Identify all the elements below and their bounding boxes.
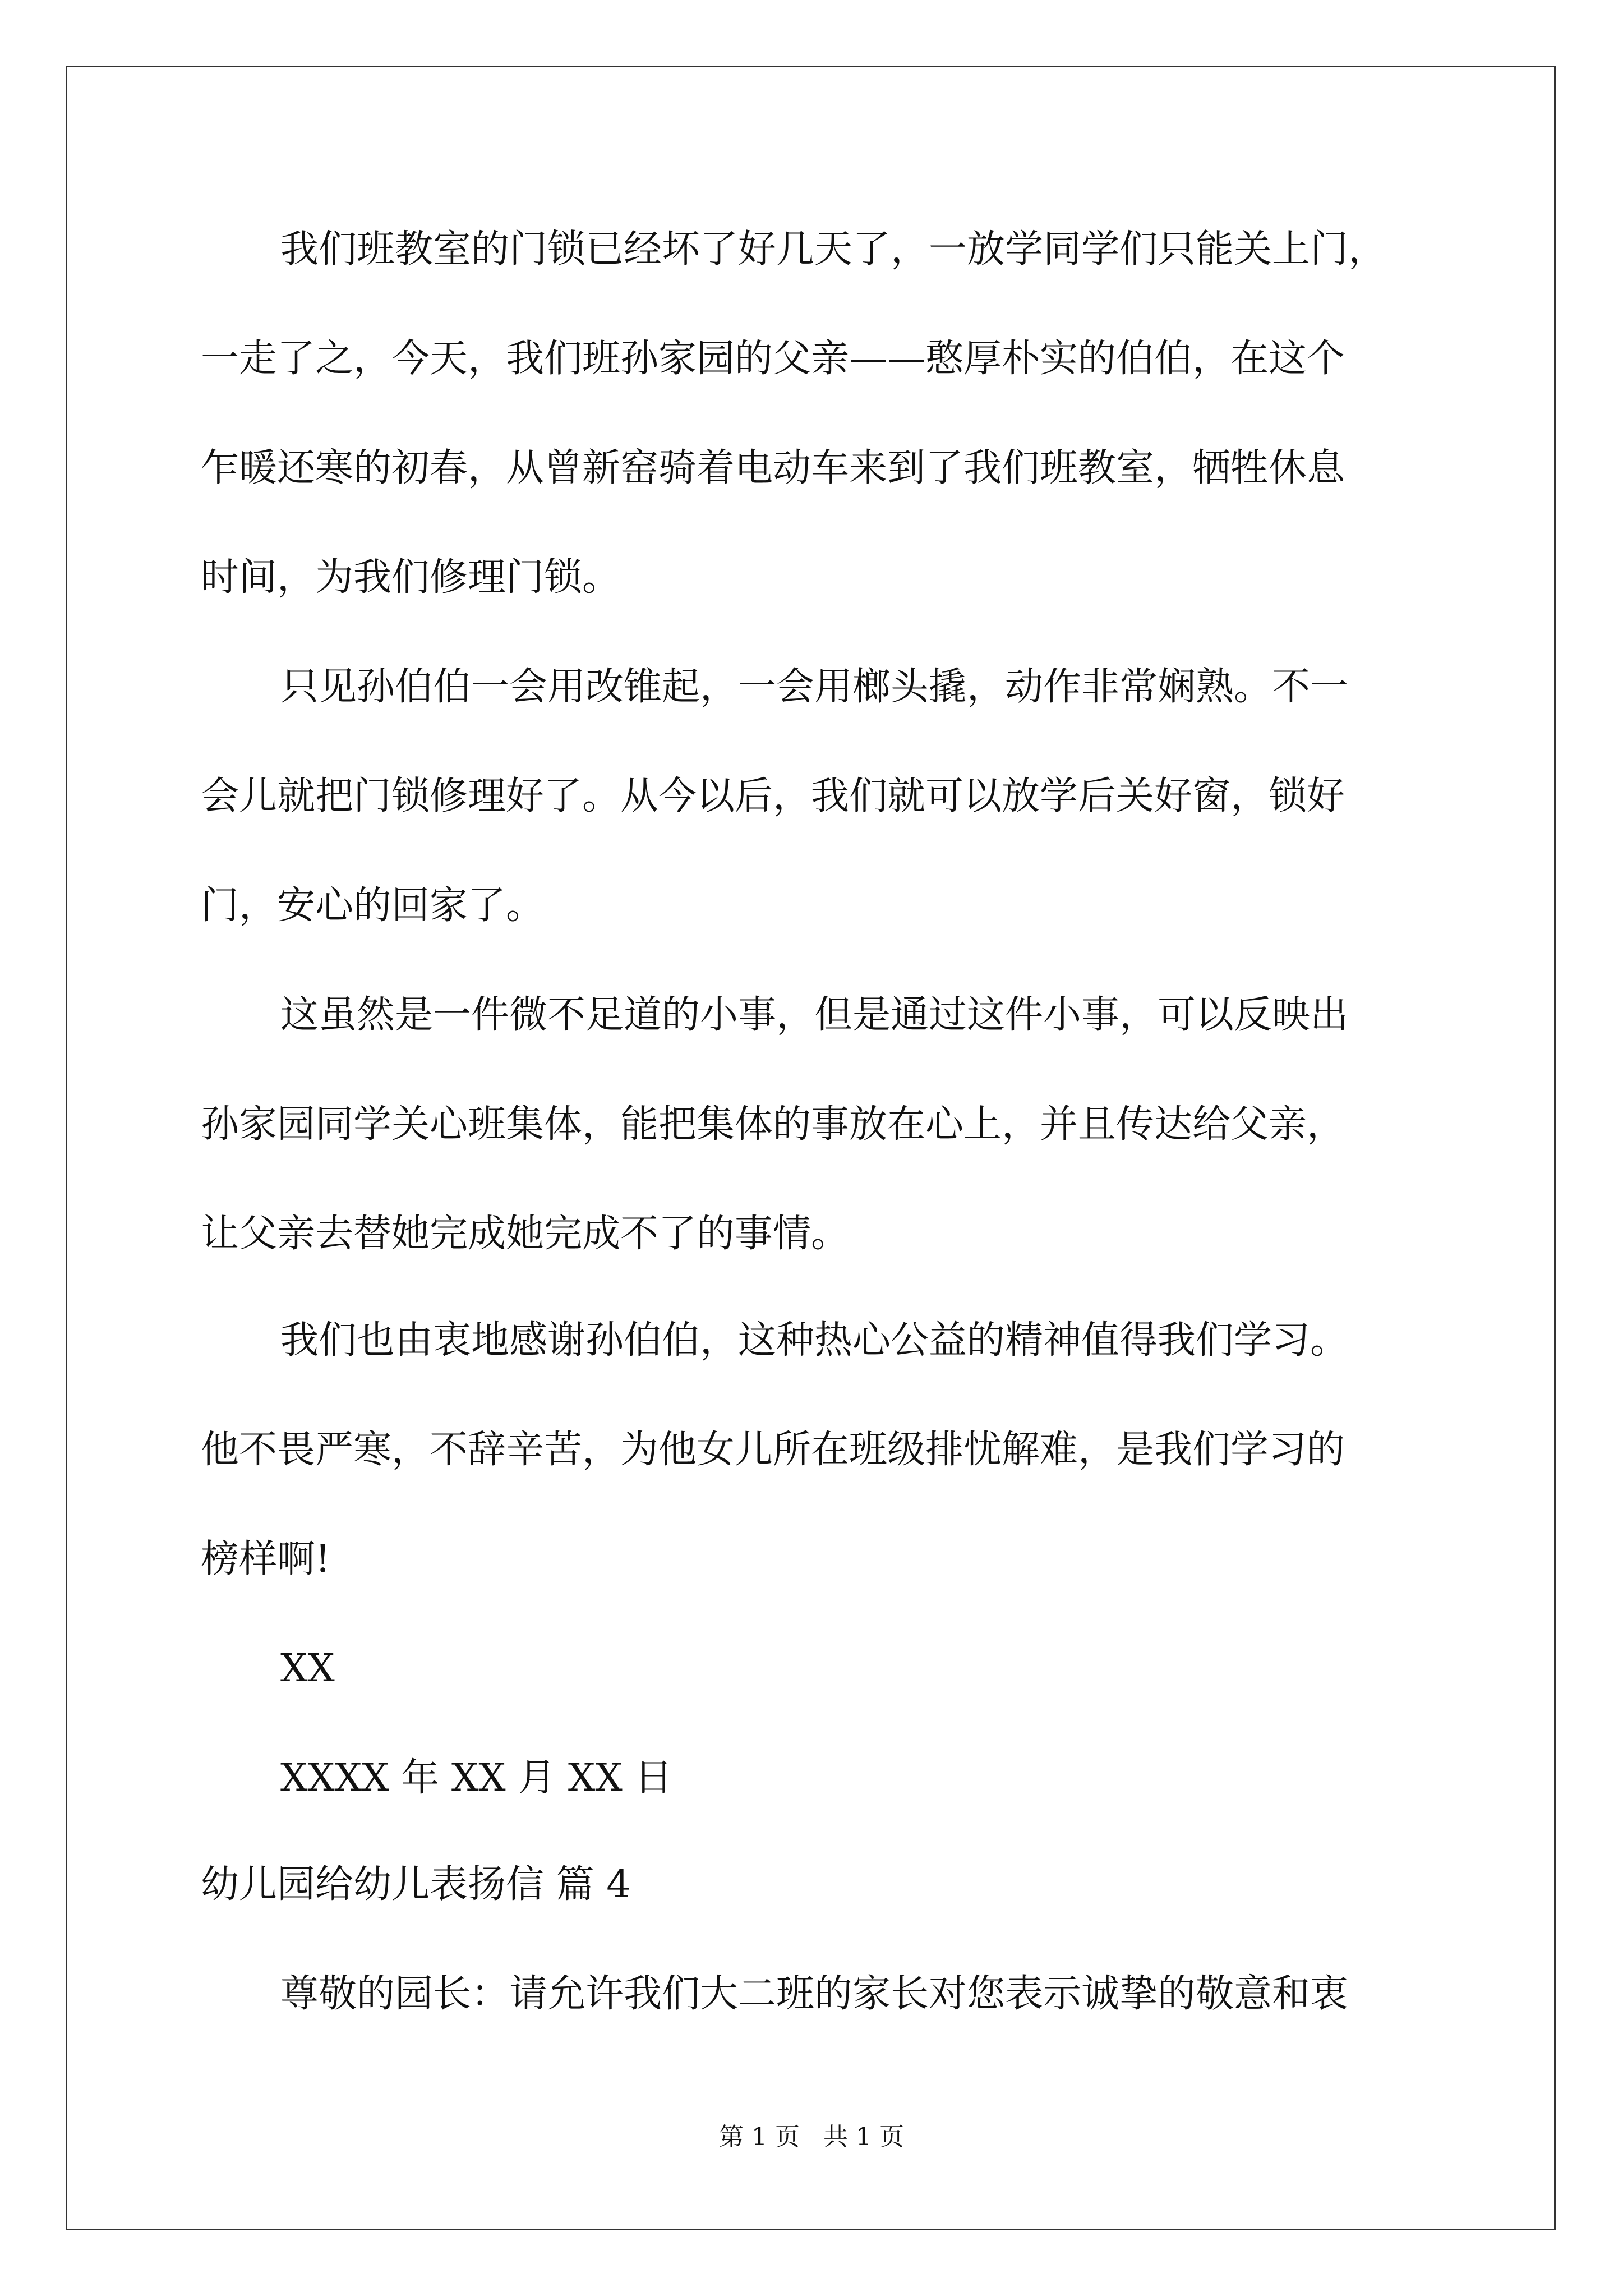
- body-line: 我们也由衷地感谢孙伯伯，这种热心公益的精神值得我们学习。: [280, 1318, 1349, 1363]
- body-line: 会儿就把门锁修理好了。从今以后，我们就可以放学后关好窗，锁好: [201, 774, 1345, 818]
- body-line: 榜样啊!: [201, 1537, 331, 1581]
- body-line: 乍暖还寒的初春，从曾新窑骑着电动车来到了我们班教室，牺牲休息: [201, 446, 1345, 490]
- signature-name: XX: [280, 1646, 335, 1691]
- body-line: 孙家园同学关心班集体，能把集体的事放在心上，并且传达给父亲，: [201, 1102, 1345, 1147]
- section-heading: 幼儿园给幼儿表扬信 篇 4: [201, 1862, 631, 1907]
- body-line: 让父亲去替她完成她完成不了的事情。: [201, 1212, 850, 1256]
- body-line: 他不畏严寒，不辞辛苦，为他女儿所在班级排忧解难，是我们学习的: [201, 1428, 1345, 1472]
- body-line: 我们班教室的门锁已经坏了好几天了，一放学同学们只能关上门，: [280, 227, 1387, 272]
- body-line: 门，安心的回家了。: [201, 884, 545, 928]
- body-line: 这虽然是一件微不足道的小事，但是通过这件小事，可以反映出: [280, 993, 1349, 1037]
- body-line: 时间，为我们修理门锁。: [201, 555, 621, 600]
- body-line: 一走了之，今天，我们班孙家园的父亲——憨厚朴实的伯伯，在这个: [201, 337, 1345, 381]
- body-line: 只见孙伯伯一会用改锥起，一会用榔头撬，动作非常娴熟。不一: [280, 665, 1349, 709]
- page-footer: 第 1 页 共 1 页: [719, 2123, 904, 2151]
- body-line: 尊敬的园长：请允许我们大二班的家长对您表示诚挚的敬意和衷: [280, 1972, 1349, 2016]
- signature-date: XXXX 年 XX 月 XX 日: [280, 1756, 673, 1800]
